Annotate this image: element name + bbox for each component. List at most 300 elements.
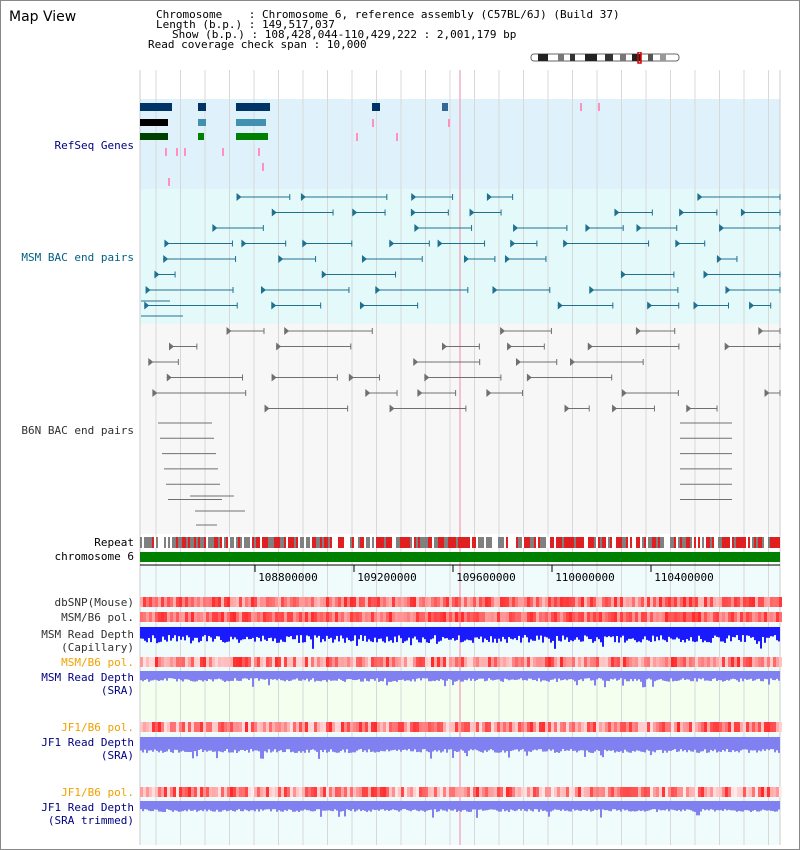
repeat-feature xyxy=(374,537,376,548)
jf1-depth-bar xyxy=(384,737,386,751)
msm-depth-sra-bar xyxy=(310,671,312,680)
dbsnp-heat xyxy=(725,597,728,607)
msm-depth-capillary-bar xyxy=(298,627,300,643)
repeat-feature xyxy=(426,537,428,548)
jf1-depth-bar xyxy=(724,737,726,751)
msm-pol-heat xyxy=(611,612,614,622)
show-value: 108,428,044-110,429,222 : 2,001,179 bp xyxy=(264,28,517,41)
msm-pol-sra-heat xyxy=(254,657,257,667)
repeat-feature xyxy=(396,537,398,548)
jf1-depth-trim-bar xyxy=(424,801,426,812)
msm-depth-capillary-bar xyxy=(504,627,506,639)
jf1-depth-trim-bar xyxy=(236,801,238,810)
msm-depth-sra-bar xyxy=(342,671,344,681)
msm-depth-capillary-bar xyxy=(690,627,692,637)
msm-depth-sra-bar xyxy=(530,671,532,679)
track-label-msm-bac[interactable]: MSM BAC end pairs xyxy=(21,251,134,264)
msm-pol-sra-heat xyxy=(674,657,677,667)
msm-pol-sra-heat xyxy=(737,657,740,667)
jf1-depth-trim-bar xyxy=(302,801,304,811)
msm-pol-sra-heat xyxy=(278,657,281,667)
jf1-depth-bar xyxy=(354,737,356,752)
msm-pol-sra-heat xyxy=(593,657,596,667)
dbsnp-heat xyxy=(476,597,479,607)
msm-depth-capillary-bar xyxy=(286,627,288,636)
jf1-depth-bar xyxy=(694,737,696,750)
jf1-depth-bar xyxy=(480,737,482,752)
msm-pol-sra-heat xyxy=(287,657,290,667)
jf1-pol-trim-heat xyxy=(350,787,353,797)
jf1-pol-heat xyxy=(557,722,560,732)
chromosome-ideogram[interactable] xyxy=(530,52,682,64)
jf1-depth-bar xyxy=(584,737,586,757)
gene-feature xyxy=(598,103,600,111)
jf1-pol-trim-heat xyxy=(542,787,545,797)
msm-pol-heat xyxy=(317,612,320,622)
jf1-depth-trim-bar xyxy=(246,801,248,810)
jf1-depth-bar xyxy=(398,737,400,750)
repeat-feature xyxy=(260,537,262,548)
msm-depth-sra-bar xyxy=(514,671,516,680)
jf1-depth-bar xyxy=(364,737,366,750)
jf1-depth-trim-bar xyxy=(252,801,254,810)
jf1-pol-heat xyxy=(443,722,446,732)
jf1-depth-trim-bar xyxy=(428,801,430,810)
jf1-depth-trim-bar xyxy=(364,801,366,811)
jf1-pol-heat xyxy=(176,722,179,732)
msm-depth-sra-bar xyxy=(280,671,282,680)
msm-depth-sra-bar xyxy=(696,671,698,682)
jf1-depth-bar xyxy=(202,737,204,752)
jf1-pol-heat xyxy=(410,722,413,732)
msm-pol-heat xyxy=(374,612,377,622)
jf1-pol-trim-heat xyxy=(341,787,344,797)
track-label-b6n-bac[interactable]: B6N BAC end pairs xyxy=(21,424,134,437)
msm-pol-sra-heat xyxy=(446,657,449,667)
jf1-depth-bar xyxy=(220,737,222,752)
jf1-pol-heat xyxy=(578,722,581,732)
track-label-jf1-depth-trimmed[interactable]: JF1 Read Depth (SRA trimmed) xyxy=(41,801,134,827)
msm-pol-heat xyxy=(515,612,518,622)
msm-pol-heat xyxy=(707,612,710,622)
jf1-depth-bar xyxy=(324,737,326,750)
msm-depth-sra-bar xyxy=(636,671,638,681)
msm-pol-sra-heat xyxy=(401,657,404,667)
msm-depth-sra-bar xyxy=(654,671,656,681)
jf1-pol-trim-heat xyxy=(167,787,170,797)
msm-pol-heat xyxy=(518,612,521,622)
track-label-repeat[interactable]: Repeat xyxy=(94,536,134,549)
msm-pol-sra-heat xyxy=(659,657,662,667)
msm-depth-capillary-bar xyxy=(618,627,620,643)
msm-depth-sra-bar xyxy=(354,671,356,680)
msm-pol-heat xyxy=(524,612,527,622)
msm-pol-sra-heat xyxy=(629,657,632,667)
jf1-depth-trim-bar xyxy=(164,801,166,812)
track-label-jf1-b6-pol[interactable]: JF1/B6 pol. xyxy=(61,721,134,734)
msm-depth-capillary-bar xyxy=(304,627,306,642)
jf1-pol-trim-heat xyxy=(428,787,431,797)
jf1-depth-bar xyxy=(748,737,750,753)
jf1-pol-trim-heat xyxy=(299,787,302,797)
msm-depth-capillary-bar xyxy=(386,627,388,637)
msm-depth-capillary-bar xyxy=(296,627,298,635)
msm-depth-capillary-bar xyxy=(300,627,302,635)
jf1-pol-trim-heat xyxy=(689,787,692,797)
jf1-pol-heat xyxy=(683,722,686,732)
msm-depth-sra-bar xyxy=(400,671,402,680)
jf1-depth-bar xyxy=(714,737,716,750)
jf1-pol-trim-heat xyxy=(392,787,395,797)
axis-tick-label: 109600000 xyxy=(456,571,516,584)
repeat-feature xyxy=(462,537,464,548)
msm-depth-sra-bar xyxy=(748,671,750,679)
jf1-pol-trim-heat xyxy=(281,787,284,797)
jf1-depth-trim-bar xyxy=(152,801,154,811)
dbsnp-heat xyxy=(608,597,611,607)
track-label-refseq[interactable]: RefSeq Genes xyxy=(54,139,134,152)
msm-pol-heat xyxy=(584,612,587,622)
msm-depth-capillary-bar xyxy=(484,627,486,639)
jf1-depth-bar xyxy=(328,737,330,752)
msm-pol-heat xyxy=(320,612,323,622)
dbsnp-heat xyxy=(737,597,740,607)
jf1-depth-bar xyxy=(624,737,626,750)
jf1-pol-trim-heat xyxy=(455,787,458,797)
jf1-depth-trim-bar xyxy=(604,801,606,810)
msm-pol-heat xyxy=(302,612,305,622)
jf1-pol-heat xyxy=(263,722,266,732)
track-label-jf1-depth[interactable]: JF1 Read Depth (SRA) xyxy=(41,736,134,762)
repeat-feature xyxy=(656,537,658,548)
dbsnp-heat xyxy=(704,597,707,607)
msm-depth-sra-bar xyxy=(528,671,530,679)
msm-pol-heat xyxy=(218,612,221,622)
repeat-feature xyxy=(712,537,714,548)
msm-depth-sra-bar xyxy=(626,671,628,681)
jf1-depth-trim-bar xyxy=(202,801,204,811)
msm-depth-sra-bar xyxy=(338,671,340,679)
msm-depth-sra-bar xyxy=(410,671,412,681)
jf1-depth-bar xyxy=(538,737,540,749)
repeat-feature xyxy=(508,537,510,548)
jf1-depth-trim-bar xyxy=(570,801,572,812)
msm-depth-capillary-bar xyxy=(318,627,320,636)
msm-pol-heat xyxy=(350,612,353,622)
msm-depth-capillary-bar xyxy=(320,627,322,642)
repeat-feature xyxy=(598,537,600,548)
dbsnp-heat xyxy=(518,597,521,607)
jf1-depth-bar xyxy=(508,737,510,758)
msm-pol-sra-heat xyxy=(218,657,221,667)
repeat-feature xyxy=(364,537,366,548)
msm-depth-capillary-bar xyxy=(240,627,242,640)
msm-pol-heat xyxy=(767,612,770,622)
msm-depth-sra-bar xyxy=(230,671,232,681)
dbsnp-heat xyxy=(491,597,494,607)
jf1-depth-bar xyxy=(620,737,622,751)
msm-depth-capillary-bar xyxy=(620,627,622,637)
msm-depth-sra-bar xyxy=(432,671,434,681)
jf1-depth-trim-bar xyxy=(434,801,436,809)
jf1-depth-trim-bar xyxy=(278,801,280,810)
jf1-pol-heat xyxy=(200,722,203,732)
repeat-feature xyxy=(430,537,432,548)
repeat-feature xyxy=(310,537,312,548)
track-label-msm-depth-capillary[interactable]: MSM Read Depth (Capillary) xyxy=(41,628,134,654)
gene-feature xyxy=(236,119,266,126)
jf1-pol-heat xyxy=(431,722,434,732)
msm-depth-sra-bar xyxy=(540,671,542,682)
repeat-feature xyxy=(152,537,154,548)
jf1-pol-trim-heat xyxy=(368,787,371,797)
jf1-pol-heat xyxy=(446,722,449,732)
jf1-pol-trim-heat xyxy=(605,787,608,797)
jf1-depth-trim-bar xyxy=(200,801,202,810)
repeat-feature xyxy=(516,537,518,548)
msm-depth-sra-bar xyxy=(770,671,772,678)
jf1-pol-trim-heat xyxy=(224,787,227,797)
msm-depth-sra-bar xyxy=(496,671,498,680)
jf1-pol-heat xyxy=(302,722,305,732)
repeat-feature xyxy=(558,537,560,548)
jf1-pol-trim-heat xyxy=(260,787,263,797)
msm-depth-sra-bar xyxy=(760,671,762,681)
msm-depth-sra-bar xyxy=(676,671,678,681)
msm-pol-heat xyxy=(179,612,182,622)
msm-depth-sra-bar xyxy=(184,671,186,679)
msm-depth-sra-bar xyxy=(590,671,592,681)
jf1-depth-bar xyxy=(758,737,760,751)
msm-pol-sra-heat xyxy=(326,657,329,667)
jf1-depth-bar xyxy=(150,737,152,750)
assembly-info: Chromosome : Chromosome 6, reference assembly (C57BL/6J) (Build 37) Length (b.p.) : 149,517,037 Show (b.p.) : 108,428,044-110,429,222 : 2,001,179 bp Read coverage check span : 10,000 xyxy=(148,8,620,51)
jf1-depth-trim-bar xyxy=(692,801,694,811)
msm-depth-capillary-bar xyxy=(626,627,628,641)
msm-pol-heat xyxy=(371,612,374,622)
msm-pol-sra-heat xyxy=(542,657,545,667)
msm-pol-sra-heat xyxy=(560,657,563,667)
repeat-feature xyxy=(158,537,160,548)
repeat-feature xyxy=(304,537,306,548)
jf1-pol-trim-heat xyxy=(575,787,578,797)
msm-depth-sra-bar xyxy=(276,671,278,680)
jf1-depth-bar xyxy=(608,737,610,750)
jf1-depth-trim-bar xyxy=(304,801,306,809)
jf1-depth-bar xyxy=(698,737,700,753)
msm-pol-sra-heat xyxy=(488,657,491,667)
jf1-depth-trim-bar xyxy=(426,801,428,811)
repeat-feature xyxy=(436,537,438,548)
jf1-pol-heat xyxy=(290,722,293,732)
msm-pol-sra-heat xyxy=(491,657,494,667)
jf1-depth-bar xyxy=(478,737,480,751)
msm-depth-capillary-bar xyxy=(188,627,190,637)
jf1-depth-trim-bar xyxy=(582,801,584,810)
dbsnp-heat xyxy=(191,597,194,607)
msm-depth-sra-bar xyxy=(366,671,368,681)
msm-depth-capillary-bar xyxy=(238,627,240,643)
msm-depth-sra-bar xyxy=(228,671,230,681)
jf1-pol-heat xyxy=(209,722,212,732)
repeat-feature xyxy=(748,537,750,548)
jf1-pol-trim-heat xyxy=(233,787,236,797)
jf1-pol-trim-heat xyxy=(752,787,755,797)
msm-depth-capillary-bar xyxy=(652,627,654,636)
msm-depth-capillary-bar xyxy=(344,627,346,643)
repeat-feature xyxy=(750,537,752,548)
msm-depth-capillary-bar xyxy=(432,627,434,638)
jf1-depth-bar xyxy=(628,737,630,752)
jf1-depth-bar xyxy=(258,737,260,751)
jf1-pol-heat xyxy=(194,722,197,732)
jf1-depth-trim-bar xyxy=(514,801,516,811)
jf1-depth-trim-bar xyxy=(316,801,318,809)
jf1-pol-trim-heat xyxy=(242,787,245,797)
jf1-pol-trim-heat xyxy=(437,787,440,797)
msm-depth-sra-bar xyxy=(646,671,648,679)
dbsnp-heat xyxy=(440,597,443,607)
msm-pol-heat xyxy=(440,612,443,622)
repeat-feature xyxy=(562,537,564,548)
jf1-depth-trim-bar xyxy=(558,801,560,810)
repeat-feature xyxy=(280,537,282,548)
msm-depth-sra-bar xyxy=(566,671,568,680)
gene-feature xyxy=(198,133,204,140)
track-label-jf1-b6-pol-trimmed[interactable]: JF1/B6 pol. xyxy=(61,786,134,799)
jf1-depth-bar xyxy=(348,737,350,753)
msm-pol-heat xyxy=(680,612,683,622)
msm-pol-heat xyxy=(494,612,497,622)
repeat-feature xyxy=(528,537,530,548)
repeat-feature xyxy=(238,537,240,548)
msm-depth-capillary-bar xyxy=(598,627,600,639)
axis-tick-label: 108800000 xyxy=(258,571,318,584)
jf1-pol-heat xyxy=(224,722,227,732)
repeat-feature xyxy=(580,537,582,548)
jf1-pol-heat xyxy=(686,722,689,732)
jf1-pol-heat xyxy=(185,722,188,732)
msm-pol-sra-heat xyxy=(215,657,218,667)
dbsnp-heat xyxy=(353,597,356,607)
jf1-depth-trim-bar xyxy=(576,801,578,810)
msm-depth-capillary-bar xyxy=(556,627,558,636)
msm-depth-capillary-bar xyxy=(436,627,438,644)
jf1-pol-heat xyxy=(140,722,143,732)
dbsnp-heat xyxy=(428,597,431,607)
jf1-depth-bar xyxy=(454,737,456,751)
jf1-pol-heat xyxy=(488,722,491,732)
jf1-pol-trim-heat xyxy=(398,787,401,797)
dbsnp-heat xyxy=(341,597,344,607)
jf1-depth-trim-bar xyxy=(422,801,424,811)
repeat-feature xyxy=(254,537,256,548)
msm-pol-heat xyxy=(197,612,200,622)
repeat-feature xyxy=(144,537,146,548)
jf1-depth-trim-bar xyxy=(724,801,726,809)
jf1-depth-bar xyxy=(420,737,422,752)
jf1-depth-trim-bar xyxy=(498,801,500,812)
msm-pol-heat xyxy=(383,612,386,622)
jf1-depth-trim-bar xyxy=(412,801,414,810)
dbsnp-heat xyxy=(215,597,218,607)
msm-depth-sra-bar xyxy=(438,671,440,681)
msm-depth-sra-bar xyxy=(420,671,422,680)
jf1-pol-heat xyxy=(251,722,254,732)
jf1-pol-trim-heat xyxy=(425,787,428,797)
repeat-feature xyxy=(230,537,232,548)
jf1-depth-bar xyxy=(176,737,178,750)
track-label-msm-b6-pol-sra[interactable]: MSM/B6 pol. xyxy=(61,656,134,669)
jf1-depth-bar xyxy=(374,737,376,753)
jf1-pol-trim-heat xyxy=(623,787,626,797)
dbsnp-heat xyxy=(587,597,590,607)
msm-depth-capillary-bar xyxy=(610,627,612,637)
jf1-depth-bar xyxy=(518,737,520,751)
jf1-depth-bar xyxy=(204,737,206,750)
track-label-msm-depth-sra[interactable]: MSM Read Depth (SRA) xyxy=(41,671,134,697)
msm-depth-sra-bar xyxy=(690,671,692,681)
msm-depth-capillary-bar xyxy=(214,627,216,639)
repeat-feature xyxy=(166,537,168,548)
repeat-feature xyxy=(278,537,280,548)
msm-depth-capillary-bar xyxy=(410,627,412,645)
repeat-feature xyxy=(404,537,406,548)
msm-pol-heat xyxy=(446,612,449,622)
jf1-depth-bar xyxy=(734,737,736,752)
jf1-pol-heat xyxy=(266,722,269,732)
jf1-depth-bar xyxy=(236,737,238,753)
jf1-depth-bar xyxy=(434,737,436,750)
repeat-feature xyxy=(556,537,558,548)
track-label-dbsnp[interactable]: dbSNP(Mouse) xyxy=(54,596,134,609)
jf1-depth-bar xyxy=(646,737,648,750)
msm-pol-sra-heat xyxy=(374,657,377,667)
msm-depth-capillary-bar xyxy=(452,627,454,638)
jf1-depth-trim-bar xyxy=(650,801,652,810)
msm-depth-sra-bar xyxy=(768,671,770,685)
msm-depth-capillary-bar xyxy=(422,627,424,637)
jf1-depth-bar xyxy=(766,737,768,749)
msm-depth-capillary-bar xyxy=(734,627,736,637)
msm-depth-sra-bar xyxy=(660,671,662,679)
jf1-depth-bar xyxy=(360,737,362,749)
jf1-depth-bar xyxy=(190,737,192,752)
repeat-feature xyxy=(270,537,272,548)
track-label-msm-b6-pol[interactable]: MSM/B6 pol. xyxy=(61,611,134,624)
msm-pol-heat xyxy=(731,612,734,622)
jf1-depth-trim-bar xyxy=(408,801,410,811)
msm-depth-capillary-bar xyxy=(694,627,696,642)
msm-pol-heat xyxy=(422,612,425,622)
msm-depth-capillary-bar xyxy=(518,627,520,636)
jf1-depth-bar xyxy=(774,737,776,752)
repeat-feature xyxy=(540,537,542,548)
dbsnp-heat xyxy=(620,597,623,607)
repeat-feature xyxy=(574,537,576,548)
jf1-depth-trim-bar xyxy=(358,801,360,809)
jf1-pol-heat xyxy=(653,722,656,732)
msm-pol-sra-heat xyxy=(599,657,602,667)
msm-pol-sra-heat xyxy=(485,657,488,667)
msm-pol-sra-heat xyxy=(305,657,308,667)
msm-depth-sra-bar xyxy=(718,671,720,680)
jf1-pol-heat xyxy=(146,722,149,732)
jf1-pol-trim-heat xyxy=(680,787,683,797)
msm-pol-sra-heat xyxy=(221,657,224,667)
repeat-feature xyxy=(608,537,610,548)
jf1-pol-heat xyxy=(656,722,659,732)
